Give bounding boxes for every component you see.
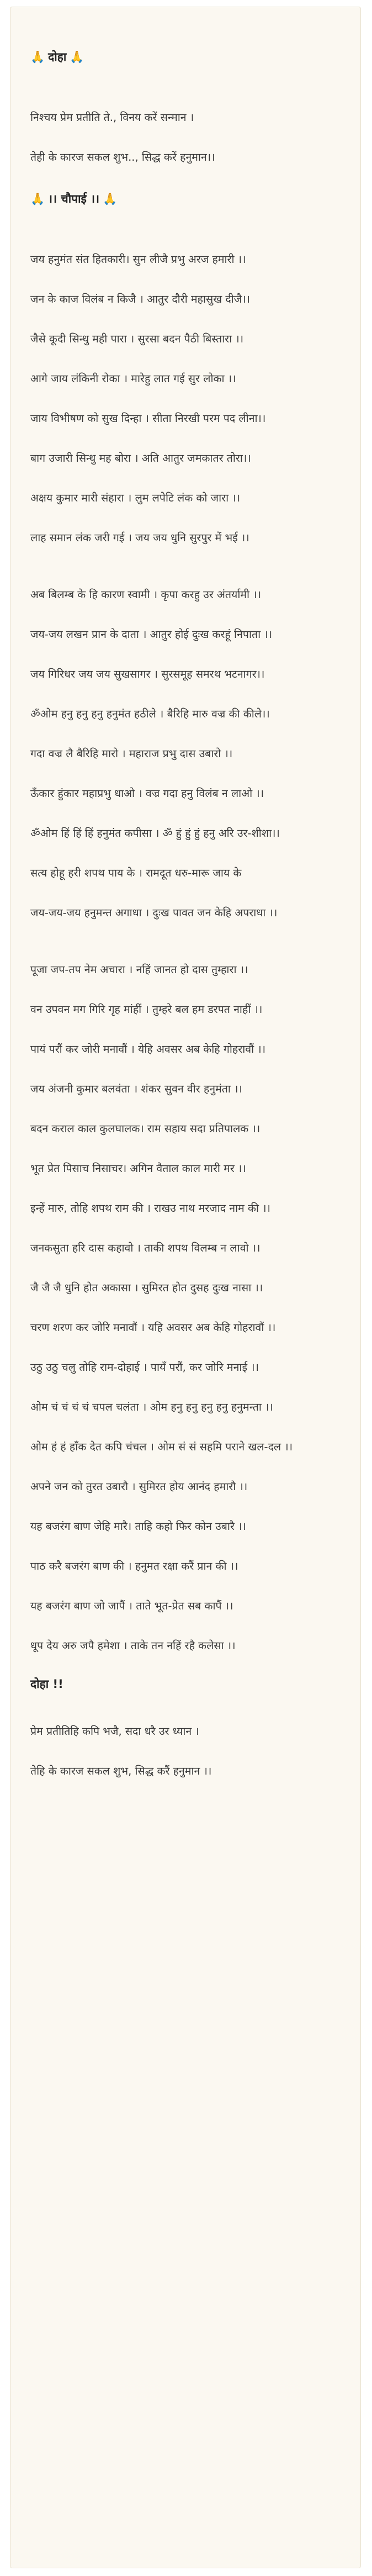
chaupai-line: वन उपवन मग गिरि गृह मांहीं । तुम्हरे बल हम डरपत नाहीं ।।	[30, 1003, 263, 1016]
folded-hands-icon: 🙏	[103, 192, 118, 205]
doha-closing-line: तेहि के कारज सकल शुभ, सिद्ध करैं हनुमान ।।	[30, 1765, 212, 1777]
doha-line: निश्चय प्रेम प्रतीति ते., विनय करें सन्मान ।	[30, 111, 194, 124]
chaupai-line: गदा वज्र लै बैरिहि मारो । महाराज प्रभु दास उबारो ।।	[30, 747, 233, 760]
doha-heading	[30, 49, 356, 65]
chaupai-line: जय हनुमंत संत हितकारी। सुन लीजै प्रभु अरज हमारी ।।	[30, 253, 246, 266]
chaupai-heading	[30, 191, 356, 207]
chaupai-line: इन्हें मारु, तोहि शपथ राम की । राखउ नाथ मरजाद नाम की ।।	[30, 1202, 271, 1215]
chaupai-line: उठु उठु चलु तोहि राम-दोहाई । पायँ परौं, कर जोरि मनाई ।।	[30, 1361, 259, 1374]
chaupai-line: पूजा जप-तप नेम अचारा । नहिं जानत हो दास तुम्हारा ।।	[30, 963, 248, 976]
chaupai-line: चरण शरण कर जोरि मनावौं । यहि अवसर अब केहि गोहरावौं ।।	[30, 1321, 276, 1334]
chaupai-line: यह बजरंग बाण जेहि मारै। ताहि कहो फिर कोन उबारै ।।	[30, 1520, 246, 1533]
chaupai-line: ओम चं चं चं चं चपल चलंता । ओम हनु हनु हनु हनु हनुमन्ता ।।	[30, 1401, 273, 1413]
chaupai-line: पायं परौं कर जोरी मनावौं । येहि अवसर अब केहि गोहरावौं ।।	[30, 1043, 266, 1055]
chaupai-line: जन के काज विलंब न किजै । आतुर दौरी महासुख दीजै।।	[30, 293, 251, 305]
chaupai-line: अपने जन को तुरत उबारौ । सुमिरत होय आनंद हमारौ ।।	[30, 1480, 248, 1493]
chaupai-line: जै जै जै धुनि होत अकासा । सुमिरत होत दुसह दुःख नासा ।।	[30, 1281, 263, 1294]
doha-closing-title: दोहा !!	[30, 1677, 63, 1691]
chaupai-line: जाय विभीषण को सुख दिन्हा । सीता निरखी परम पद लीना।।	[30, 412, 266, 425]
chaupai-line: पाठ करै बजरंग बाण की । हनुमत रक्षा करैं प्रान की ।।	[30, 1560, 238, 1572]
chaupai-line: बदन कराल काल कुलघालक। राम सहाय सदा प्रतिपालक ।।	[30, 1122, 261, 1135]
doha-line: तेही के कारज सकल शुभ.., सिद्ध करें हनुमान।।	[30, 151, 215, 163]
chaupai-line: अक्षय कुमार मारी संहारा । लुम लपेटि लंक को जारा ।।	[30, 492, 241, 504]
folded-hands-icon: 🙏	[30, 192, 45, 205]
chaupai-line: आगे जाय लंकिनी रोका । मारेहु लात गई सुर लोका ।।	[30, 372, 236, 385]
chaupai-line: सत्य होहू हरी शपथ पाय के । रामदूत धरु-मारू जाय के	[30, 867, 242, 879]
chaupai-line: ओम हं हं हाँक देत कपि चंचल । ओम सं सं सहमि पराने खल-दल ।।	[30, 1440, 293, 1453]
chaupai-line: धूप देय अरु जपै हमेशा । ताके तन नहिं रहै कलेसा ।।	[30, 1639, 236, 1652]
folded-hands-icon: 🙏	[30, 50, 45, 64]
chaupai-line: अब बिलम्ब के हि कारण स्वामी । कृपा करहु उर अंतर्यामी ।।	[30, 588, 262, 601]
hymn-content	[30, 49, 356, 1799]
doha-closing-line: प्रेम प्रतीतिहि कपि भजै, सदा धरै उर ध्यान ।	[30, 1725, 199, 1738]
chaupai-line: जय-जय लखन प्रान के दाता । आतुर होई दुःख करहूं निपाता ।।	[30, 628, 273, 641]
content-card	[10, 7, 361, 2568]
chaupai-line: जय गिरिधर जय जय सुखसागर । सुरसमूह समरथ भटनागर।।	[30, 668, 265, 680]
chaupai-line: जनकसुता हरि दास कहावो । ताकी शपथ विलम्ब न लावो ।।	[30, 1242, 261, 1254]
chaupai-line: बाग उजारी सिन्धु मह बोरा । अति आतुर जमकातर तोरा।।	[30, 452, 251, 464]
chaupai-line: यह बजरंग बाण जो जापैं । ताते भूत-प्रेत सब कापैं ।।	[30, 1600, 233, 1612]
chaupai-line: ऊँकार हुंकार महाप्रभु धाओ । वज्र गदा हनु विलंब न लाओ ।।	[30, 787, 264, 800]
chaupai-line: जैसे कूदी सिन्धु मही पारा । सुरसा बदन पैठी बिस्तारा ।।	[30, 332, 244, 345]
folded-hands-icon: 🙏	[70, 50, 84, 64]
doha-title: दोहा	[48, 50, 67, 64]
chaupai-line: ॐओम हिं हिं हिं हनुमंत कपीसा । ॐ हुं हुं हुं हनु अरि उर-शीशा।।	[30, 827, 280, 840]
chaupai-line: ॐओम हनु हनु हनु हनुमंत हठीले । बैरिहि मारु वज्र की कीले।।	[30, 708, 270, 720]
chaupai-line: भूत प्रेत पिसाच निसाचर। अगिन वैताल काल मारी मर ।।	[30, 1162, 246, 1175]
chaupai-line: जय-जय-जय हनुमन्त अगाधा । दुःख पावत जन केहि अपराधा ।।	[30, 906, 278, 919]
doha-closing-heading	[30, 1676, 356, 1692]
chaupai-line: जय अंजनी कुमार बलवंता । शंकर सुवन वीर हनुमंता ।।	[30, 1083, 242, 1095]
chaupai-title: ।। चौपाई ।।	[48, 192, 100, 205]
chaupai-line: लाह समान लंक जरी गई । जय जय धुनि सुरपुर में भई ।।	[30, 531, 249, 544]
